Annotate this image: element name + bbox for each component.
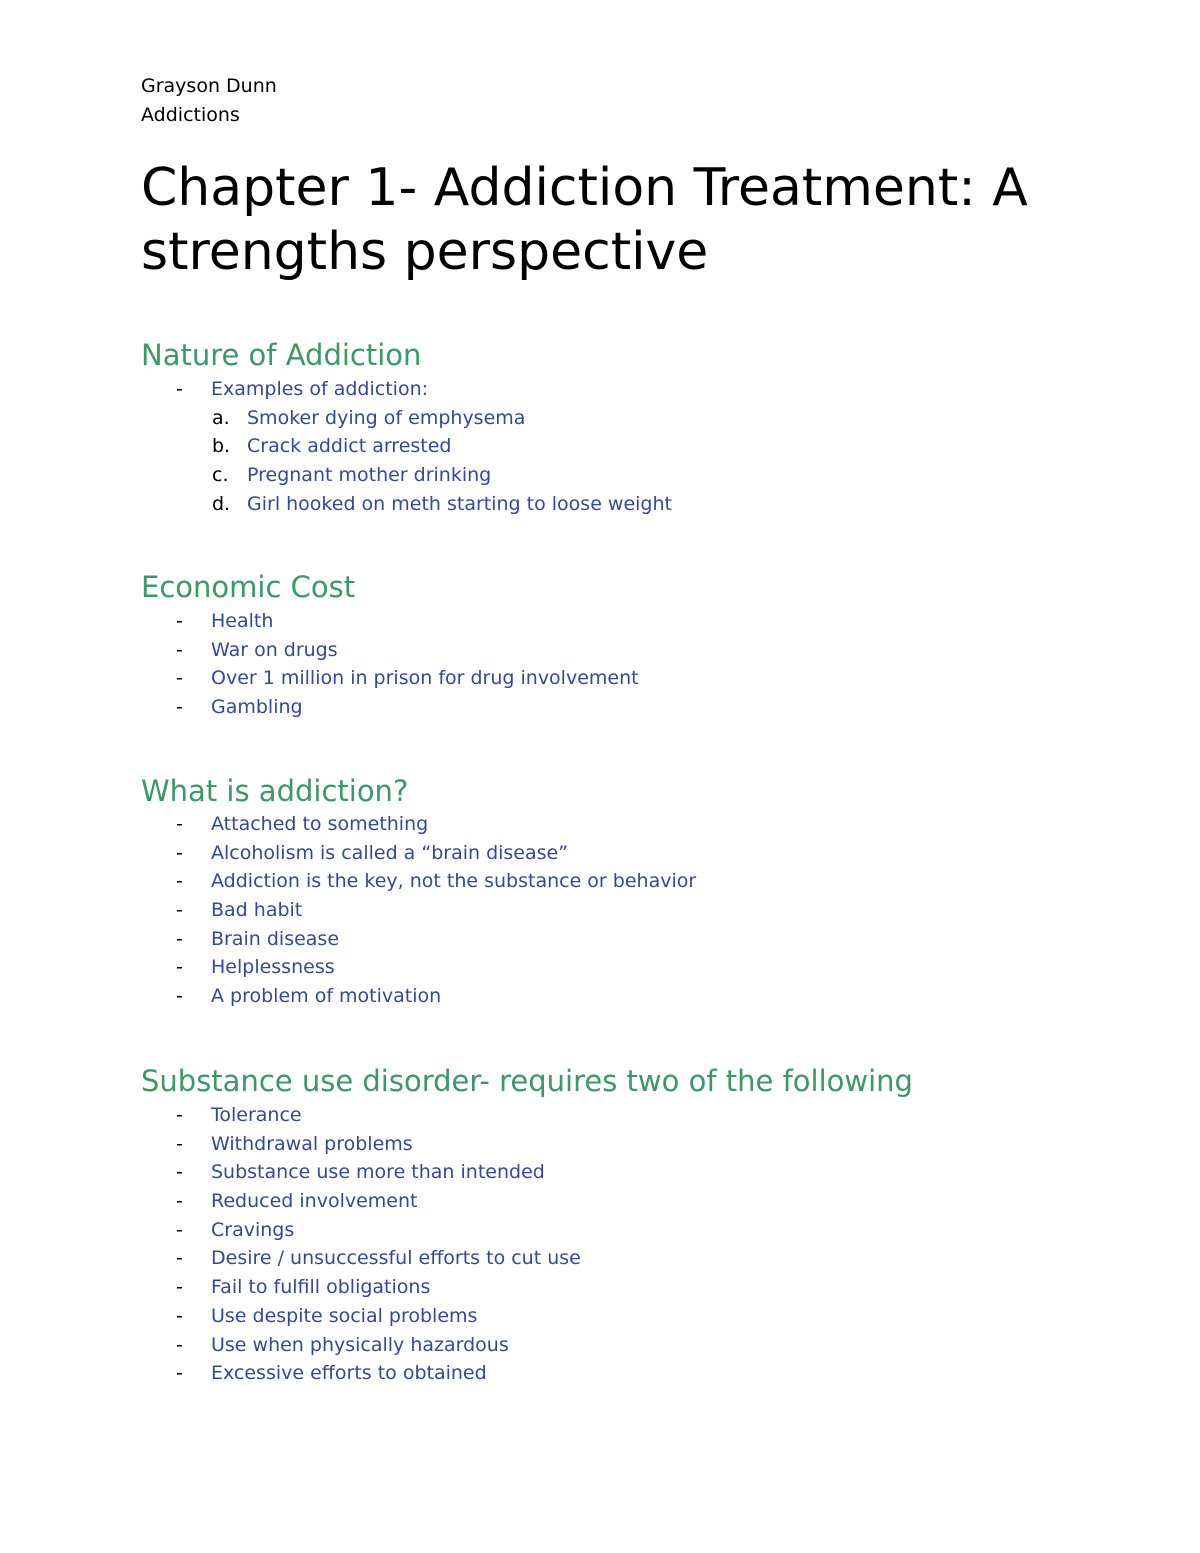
list-item-text: War on drugs (211, 638, 338, 661)
list-item-text: Reduced involvement (211, 1190, 418, 1213)
bullet-dash: - (176, 1132, 183, 1155)
bullet-dash: - (176, 1362, 183, 1385)
bullet-dash: - (176, 1161, 183, 1184)
list-item-text: Use despite social problems (211, 1304, 478, 1327)
list-item-text: Substance use more than intended (211, 1161, 545, 1184)
list-item-text: Cravings (211, 1218, 295, 1241)
bullet-dash: - (176, 1276, 183, 1299)
bullet-dash: - (176, 610, 183, 632)
bullet-dash: - (176, 956, 183, 979)
sub-list-marker: c. (212, 464, 229, 487)
bullet-dash: - (176, 1247, 183, 1270)
sub-list-item-text: Crack addict arrested (247, 435, 452, 458)
sub-list-item-text: Pregnant mother drinking (247, 464, 492, 487)
bullet-dash: - (176, 1190, 183, 1213)
bullet-dash: - (176, 1333, 183, 1356)
section-heading-economic-cost: Economic Cost (141, 570, 356, 604)
sub-list-item-text: Smoker dying of emphysema (247, 406, 526, 429)
list-item-text: Alcoholism is called a “brain disease” (211, 841, 569, 864)
bullet-dash: - (176, 696, 183, 719)
bullet-dash: - (176, 638, 183, 661)
list-item-text: Excessive efforts to obtained (211, 1362, 487, 1385)
bullet-dash: - (176, 985, 183, 1008)
bullet-dash: - (176, 927, 183, 950)
list-item-text: Gambling (211, 696, 303, 719)
bullet-dash: - (176, 1218, 183, 1241)
list-item-text: Health (211, 610, 274, 632)
list-item-text: Use when physically hazardous (211, 1333, 509, 1356)
list-item-text: Attached to something (211, 813, 429, 835)
list-item-text: A problem of motivation (211, 985, 442, 1008)
sub-list-marker: d. (212, 492, 231, 515)
page-title: Chapter 1- Addiction Treatment: A strengths perspective (141, 158, 1028, 282)
section-heading-what-is-addiction: What is addiction? (141, 774, 409, 808)
section-heading-substance-use-disorder: Substance use disorder- requires two of the following (141, 1064, 913, 1098)
list-item-text: Examples of addiction: (211, 378, 429, 400)
sub-list-marker: b. (212, 435, 231, 458)
list-item-text: Desire / unsuccessful efforts to cut use (211, 1247, 581, 1270)
list-item-text: Over 1 million in prison for drug involvement (211, 667, 639, 690)
bullet-dash: - (176, 1304, 183, 1327)
list-item-text: Bad habit (211, 899, 303, 922)
bullet-dash: - (176, 899, 183, 922)
section-heading-nature-of-addiction: Nature of Addiction (141, 338, 422, 372)
sub-list-marker: a. (212, 406, 230, 429)
bullet-dash: - (176, 870, 183, 893)
author-name: Grayson Dunn (141, 75, 277, 97)
list-item-text: Brain disease (211, 927, 340, 950)
list-item-text: Addiction is the key, not the substance or behavior (211, 870, 697, 893)
bullet-dash: - (176, 813, 183, 835)
course-name: Addictions (141, 104, 240, 126)
bullet-dash: - (176, 378, 183, 400)
list-item-text: Fail to fulfill obligations (211, 1276, 431, 1299)
bullet-dash: - (176, 1104, 183, 1126)
list-item-text: Helplessness (211, 956, 335, 979)
bullet-dash: - (176, 667, 183, 690)
list-item-text: Tolerance (211, 1104, 302, 1126)
list-item-text: Withdrawal problems (211, 1132, 413, 1155)
sub-list-item-text: Girl hooked on meth starting to loose weight (247, 492, 672, 515)
bullet-dash: - (176, 841, 183, 864)
